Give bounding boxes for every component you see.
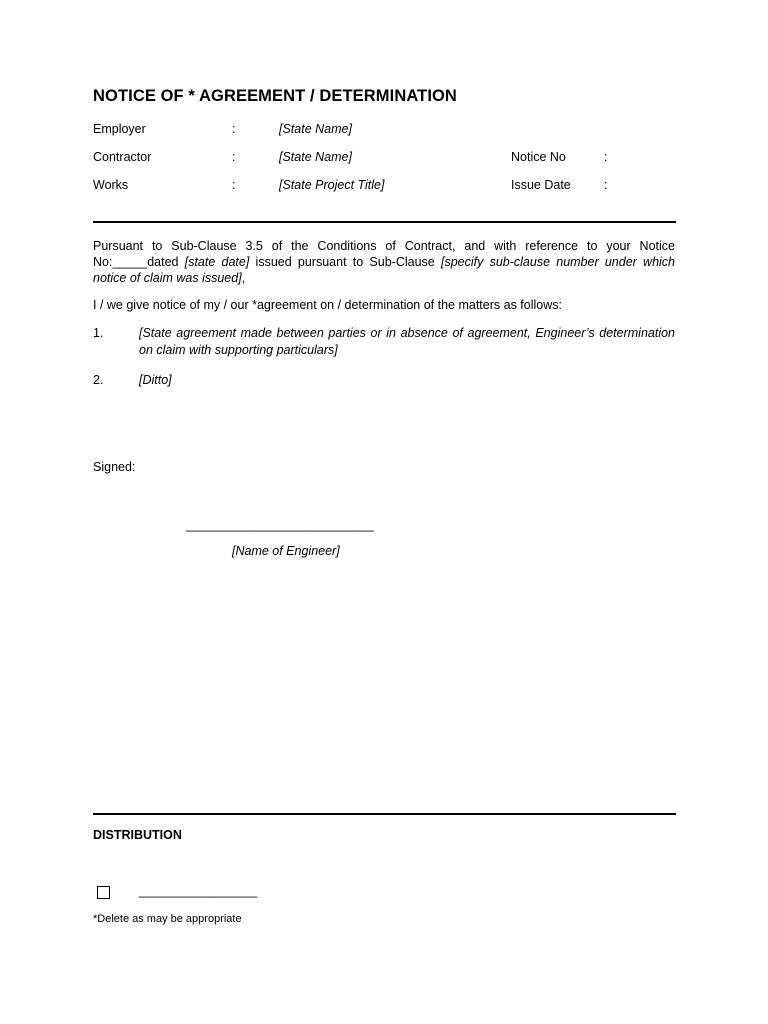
item-text: [State agreement made between parties or in absence of agreement, Engineer’s determination on claim with supporting particulars] (139, 326, 675, 357)
item-text: [Ditto] (139, 373, 172, 387)
contractor-label: Contractor (93, 150, 152, 164)
notice-no-colon: : (604, 150, 608, 164)
notice-no-label: Notice No (511, 150, 566, 164)
state-date-placeholder: [state date] (184, 255, 250, 269)
signed-label: Signed: (93, 460, 136, 474)
works-colon: : (232, 178, 236, 192)
pursuant-text-3: , (241, 271, 246, 285)
item-number: 2. (93, 373, 104, 387)
distribution-heading: DISTRIBUTION (93, 828, 182, 842)
pursuant-text-1: Pursuant to Sub-Clause 3.5 of the Conditions of Contract, and with reference to your Notice No:_____dated (93, 239, 675, 269)
pursuant-text-2: issued pursuant to Sub-Clause (249, 255, 441, 269)
issue-date-colon: : (604, 178, 608, 192)
employer-value: [State Name] (279, 122, 352, 136)
document-title: NOTICE OF * AGREEMENT / DETERMINATION (93, 87, 457, 105)
distribution-divider (93, 813, 676, 815)
sub-clause-placeholder: [specify sub-clause number under which notice of claim was issued] (93, 255, 675, 285)
employer-colon: : (232, 122, 236, 136)
contractor-colon: : (232, 150, 236, 164)
distribution-recipient-line: _________________ (139, 884, 258, 898)
works-value: [State Project Title] (279, 178, 385, 192)
issue-date-label: Issue Date (511, 178, 571, 192)
pursuant-paragraph (93, 238, 675, 286)
engineer-name-placeholder: [Name of Engineer] (232, 544, 340, 558)
notice-line: I / we give notice of my / our *agreement on / determination of the matters as follows: (93, 298, 562, 312)
signature-line: ___________________________ (186, 518, 374, 532)
item-number: 1. (93, 326, 104, 340)
footnote: *Delete as may be appropriate (93, 913, 242, 925)
employer-label: Employer (93, 122, 146, 136)
contractor-value: [State Name] (279, 150, 352, 164)
works-label: Works (93, 178, 129, 192)
header-divider (93, 221, 676, 223)
distribution-checkbox[interactable] (97, 886, 110, 899)
